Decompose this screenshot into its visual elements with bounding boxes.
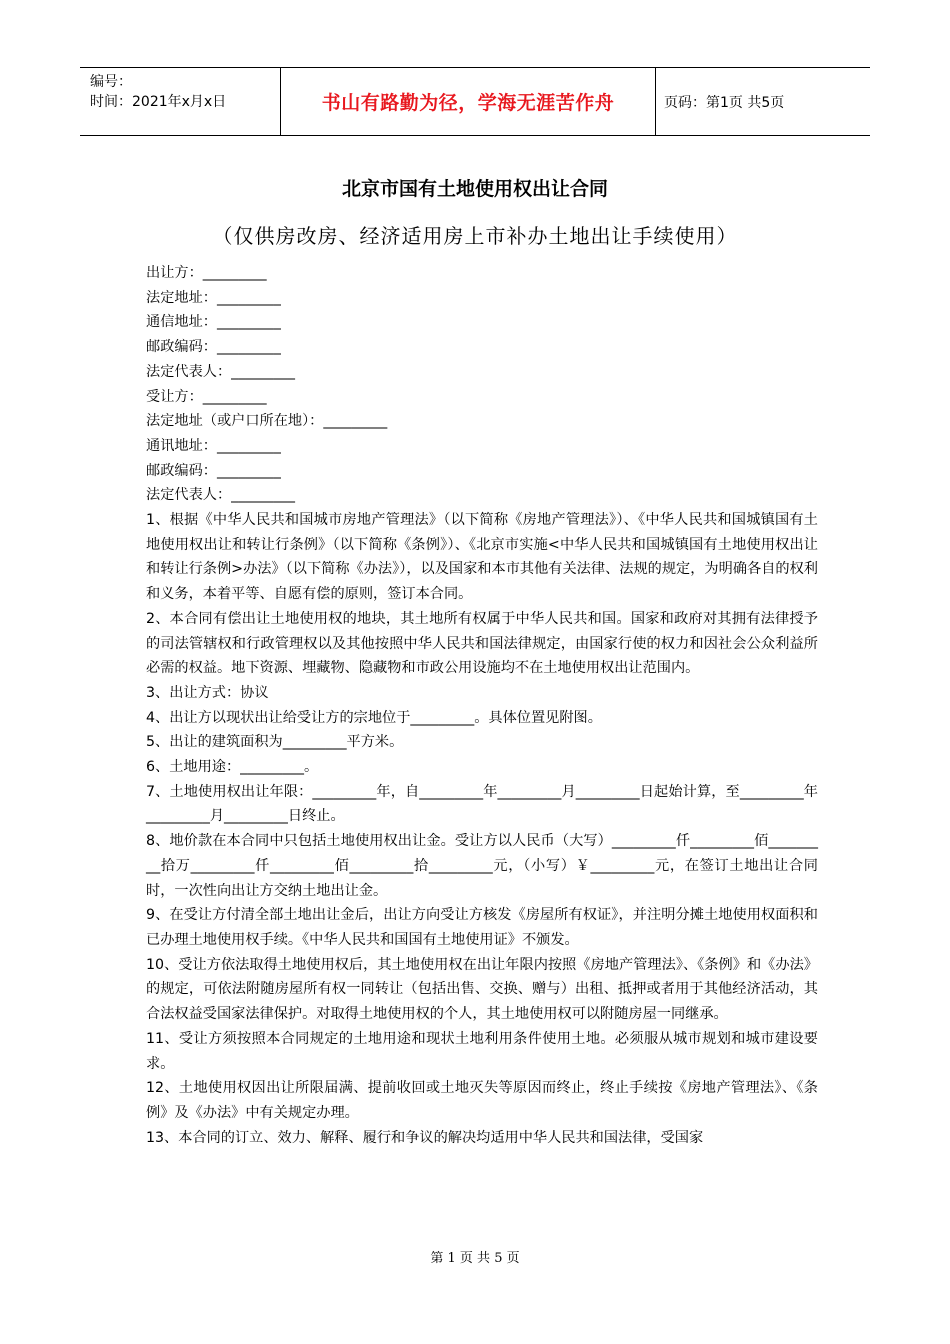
clause-paragraph: 12、土地使用权因出让所限届满、提前收回或土地灭失等原因而终止，终止手续按《房地产管理法》、《条例》及《办法》中有关规定办理。 <box>146 1080 818 1121</box>
date-label: 时间：2021年x月x日 <box>90 94 227 110</box>
clause-paragraph: 9、在受让方付清全部土地出让金后，出让方向受让方核发《房屋所有权证》，并注明分摊土地使用权面积和已办理土地使用权手续。《中华人民共和国国有土地使用证》不颁发。 <box>146 907 818 948</box>
party-line: 法定地址：_________ <box>146 289 281 306</box>
party-line: 法定地址（或户口所在地）：_________ <box>146 413 388 430</box>
party-line: 通讯地址：_________ <box>146 437 281 454</box>
clause-paragraph: 13、本合同的订立、效力、解释、履行和争议的解决均适用中华人民共和国法律，受国家 <box>146 1129 704 1146</box>
header-motto: 书山有路勤为径，学海无涯苦作舟 <box>281 68 656 135</box>
page-footer: 第 1 页 共 5 页 <box>430 1251 520 1266</box>
header-meta <box>80 68 281 135</box>
party-line: 出让方：_________ <box>146 265 267 281</box>
serial-number-label: 编号： <box>90 74 132 90</box>
clause-paragraph: 6、土地用途：_________。 <box>146 759 319 776</box>
clause-paragraph: 4、出让方以现状出让给受让方的宗地位于_________。具体位置见附图。 <box>146 709 602 726</box>
clause-paragraph: 2、本合同有偿出让土地使用权的地块，其土地所有权属于中华人民共和国。国家和政府对其拥有法律授予的司法管辖权和行政管理权以及其他按照中华人民共和国法律规定，由国家行使的权力和因社会公众利益所必需的权益。地下资源、埋藏物、隐藏物和市政公用设施均不在土地使用权出让范围内。 <box>146 610 818 677</box>
party-line: 通信地址：_________ <box>146 314 281 331</box>
clause-paragraph: 10、受让方依法取得土地使用权后，其土地使用权在出让年限内按照《房地产管理法》、《条例》和《办法》的规定，可依法附随房屋所有权一同转让（包括出售、交换、赠与）出租、抵押或者用于其他经济活动，其合法权益受国家法律保护。对取得土地使用权的个人，其土地使用权可以附随房屋一同继承。 <box>146 956 818 1023</box>
page-header <box>80 67 870 136</box>
contract-body <box>146 261 818 1150</box>
document-subtitle: （仅供房改房、经济适用房上市补办土地出让手续使用） <box>212 224 738 248</box>
party-line: 受让方：_________ <box>146 388 267 405</box>
clause-paragraph: 3、出让方式：协议 <box>146 684 269 701</box>
clause-paragraph: 5、出让的建筑面积为_________平方米。 <box>146 734 404 751</box>
document-title: 北京市国有土地使用权出让合同 <box>341 178 608 200</box>
clause-paragraph: 8、地价款在本合同中只包括土地使用权出让金。受让方以人民币（大写）_________仟_________佰_________拾万_________仟_________佰_________拾_________元，（小写）￥_________元，在签订土地出让合同时，一次性向出让方交纳土地出让金。 <box>146 833 818 899</box>
party-line: 邮政编码：_________ <box>146 462 281 479</box>
party-line: 法定代表人：_________ <box>146 487 295 504</box>
clause-paragraph: 11、受让方须按照本合同规定的土地用途和现状土地利用条件使用土地。必须服从城市规划和城市建设要求。 <box>146 1030 818 1072</box>
clause-paragraph: 1、根据《中华人民共和国城市房地产管理法》（以下简称《房地产管理法》）、《中华人民共和国城镇国有土地使用权出让和转让行条例》（以下简称《条例》）、《北京市实施<中华人民共和国城镇国有土地使用权出让和转让行条例>办法》（以下简称《办法》），以及国家和本市其他有关法律、法规的规定，为明确各自的权利和义务，本着平等、自愿有偿的原则，签订本合同。 <box>146 512 818 603</box>
header-page-info: 页码：第1页 共5页 <box>664 94 785 111</box>
party-line: 法定代表人：_________ <box>146 363 295 380</box>
clause-paragraph: 7、土地使用权出让年限：_________年，自_________年_________月_________日起始计算，至_________年_________月_________日终止。 <box>146 783 818 825</box>
party-line: 邮政编码：_________ <box>146 339 281 356</box>
